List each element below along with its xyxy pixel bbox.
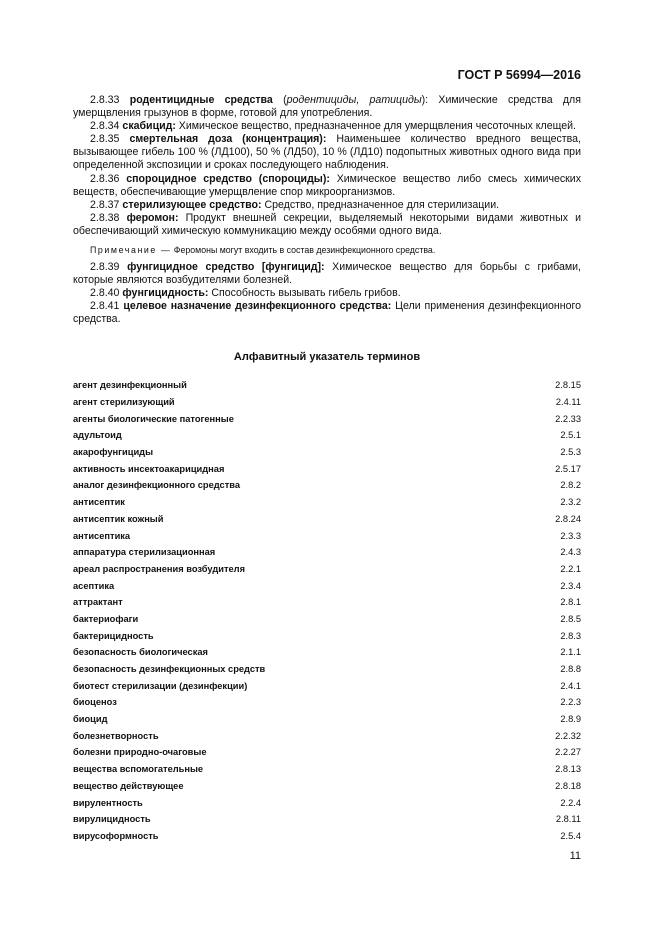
index-entry	[73, 811, 581, 828]
definition-term: фунгицидное средство [фунгицид]:	[127, 261, 325, 274]
definition-text: Химическое вещество для борьбы с грибами, которые являются возбудителями болезней.	[73, 261, 582, 287]
definition-number: 2.8.34	[90, 120, 120, 133]
index-term: биотест стерилизации (дезинфекции)	[73, 680, 248, 691]
note-text: Феромоны могут входить в состав дезинфекционного средства.	[171, 245, 436, 256]
definition-number: 2.8.37	[90, 198, 120, 211]
index-ref: 2.8.1	[560, 597, 581, 608]
index-term: вещество действующее	[73, 780, 184, 791]
index-ref: 2.8.2	[560, 480, 581, 491]
index-entry	[73, 594, 581, 611]
index-term: болезни природно-очаговые	[73, 747, 207, 758]
index-ref: 2.2.3	[560, 697, 581, 708]
index-ref: 2.4.3	[560, 547, 581, 558]
index-term: активность инсектоакарицидная	[73, 463, 225, 474]
definition-synonyms: родентициды, ратициды	[286, 94, 422, 106]
index-ref: 2.2.33	[555, 413, 581, 424]
index-entry	[73, 761, 581, 778]
index-ref: 2.2.4	[560, 797, 581, 808]
definition-paragraph	[73, 94, 581, 120]
index-ref: 2.3.3	[560, 530, 581, 541]
index-entry	[73, 778, 581, 795]
index-term: болезнетворность	[73, 730, 159, 741]
definition-paragraph	[73, 199, 581, 212]
definition-number: 2.8.39	[90, 261, 120, 274]
definition-number: 2.8.38	[90, 211, 120, 224]
index-term: вирулицидность	[73, 814, 151, 825]
index-entry	[73, 828, 581, 845]
index-entry	[73, 677, 581, 694]
definition-paragraph	[73, 173, 581, 199]
index-entry	[73, 711, 581, 728]
definition-number: 2.8.41	[90, 300, 120, 313]
index-ref: 2.3.4	[560, 580, 581, 591]
index-ref: 2.8.11	[555, 814, 581, 825]
index-term: безопасность дезинфекционных средств	[73, 664, 266, 675]
index-ref: 2.2.1	[560, 563, 581, 574]
definition-term: спороцидное средство (спороциды):	[126, 172, 330, 185]
index-term: биоцид	[73, 714, 108, 725]
definition-paragraph	[73, 261, 581, 287]
paren-close: ):	[421, 94, 429, 106]
index-term: антисептик	[73, 497, 125, 508]
definition-number: 2.8.36	[90, 172, 120, 185]
definition-number: 2.8.35	[90, 133, 120, 146]
definition-number: 2.8.33	[90, 94, 120, 106]
index-entry	[73, 694, 581, 711]
index-entry	[73, 410, 581, 427]
definition-paragraph	[73, 120, 581, 133]
index-ref: 2.2.32	[555, 730, 581, 741]
index-entry	[73, 460, 581, 477]
index-ref: 2.5.3	[560, 447, 581, 458]
index-entry	[73, 794, 581, 811]
definition-text: Химическое вещество, предназначенное для умерщвления чесоточных клещей.	[175, 120, 576, 133]
index-entry	[73, 561, 581, 578]
index-entry	[73, 744, 581, 761]
index-entry	[73, 577, 581, 594]
definition-paragraph	[73, 212, 581, 238]
index-term: бактерицидность	[73, 630, 154, 641]
index-entry	[73, 727, 581, 744]
paren-open: (	[272, 94, 287, 106]
definition-text: Химическое вещество либо смесь химических веществ, обеспечивающие умерщвление спор микроорганизмов.	[73, 172, 582, 198]
index-entry	[73, 544, 581, 561]
index-entry	[73, 427, 581, 444]
definition-term: скабицид:	[122, 120, 176, 133]
index-ref: 2.8.18	[555, 780, 581, 791]
definition-text: Способность вызывать гибель грибов.	[208, 287, 401, 300]
index-term: аналог дезинфекционного средства	[73, 480, 241, 491]
definition-term: целевое назначение дезинфекционного средства:	[123, 300, 392, 313]
page-number: 11	[569, 850, 581, 862]
index-ref: 2.1.1	[560, 647, 581, 658]
index-ref: 2.3.2	[560, 497, 581, 508]
index-ref: 2.8.5	[560, 613, 581, 624]
index-term: антисептик кожный	[73, 513, 164, 524]
definition-number: 2.8.40	[90, 287, 120, 300]
index-entry	[73, 527, 581, 544]
index-term: агенты биологические патогенные	[73, 413, 234, 424]
index-term: бактериофаги	[73, 613, 139, 624]
index-entry	[73, 627, 581, 644]
index-term: антисептика	[73, 530, 131, 541]
index-term: биоценоз	[73, 697, 117, 708]
index-entry	[73, 511, 581, 528]
index-ref: 2.8.15	[555, 380, 581, 391]
index-entry	[73, 377, 581, 394]
index-ref: 2.8.13	[555, 764, 581, 775]
definition-term: стерилизующее средство:	[122, 198, 262, 211]
index-entry	[73, 444, 581, 461]
definition-text: Цели применения дезинфекционного средства.	[73, 300, 581, 326]
index-term: вирусоформность	[73, 830, 159, 841]
index-term: асептика	[73, 580, 115, 591]
index-ref: 2.8.9	[560, 714, 581, 725]
note-label: Примечание —	[90, 245, 172, 256]
definition-paragraph	[73, 133, 581, 172]
note	[73, 244, 581, 256]
index-ref: 2.8.8	[560, 664, 581, 675]
index-term: агент стерилизующий	[73, 397, 175, 408]
index-entry	[73, 477, 581, 494]
index-ref: 2.5.1	[560, 430, 581, 441]
index-ref: 2.2.27	[555, 747, 581, 758]
definition-paragraph	[73, 287, 581, 300]
index-term: ареал распространения возбудителя	[73, 563, 246, 574]
index-term: акарофунгициды	[73, 447, 154, 458]
definition-text: Наименьшее количество вредного вещества, вызывающее гибель 100 % (ЛД100), 50 % (ЛД50), 10 % (ЛД10) подопытных животных одного вида при определенной экспозиции и сроках последующего наблюдения.	[73, 133, 581, 172]
index-entry	[73, 661, 581, 678]
definition-text: Химические средства для умерщвления грызунов в форме, готовой для употребления.	[73, 94, 581, 120]
index-entry	[73, 494, 581, 511]
definition-text: Продукт внешней секреции, выделяемый некоторыми видами животных и обеспечивающий химическую коммуникацию между особями одного вида.	[73, 211, 581, 237]
index-term: вещества вспомогательные	[73, 764, 204, 775]
index-title: Алфавитный указатель терминов	[233, 351, 421, 363]
standard-header: ГОСТ Р 56994—2016	[457, 68, 581, 82]
index-term: агент дезинфекционный	[73, 380, 187, 391]
index-term: аттрактант	[73, 597, 123, 608]
index-ref: 2.4.11	[555, 397, 581, 408]
index-ref: 2.8.24	[555, 513, 581, 524]
definition-term: фунгицидность:	[122, 287, 209, 300]
definition-paragraph	[73, 300, 581, 326]
definition-term: смертельная доза (концентрация):	[129, 133, 327, 146]
index-entry	[73, 644, 581, 661]
index-term: вирулентность	[73, 797, 143, 808]
definition-term: феромон:	[126, 211, 179, 224]
alphabetical-index	[73, 377, 581, 844]
index-ref: 2.5.4	[560, 830, 581, 841]
definitions-section	[73, 94, 581, 327]
definition-term: родентицидные средства	[129, 94, 273, 106]
index-term: аппаратура стерилизационная	[73, 547, 216, 558]
index-entry	[73, 611, 581, 628]
index-term: безопасность биологическая	[73, 647, 208, 658]
index-term: адультоид	[73, 430, 122, 441]
definition-text: Средство, предназначенное для стерилизации.	[261, 198, 500, 211]
index-ref: 2.8.3	[560, 630, 581, 641]
index-entry	[73, 394, 581, 411]
index-ref: 2.4.1	[560, 680, 581, 691]
index-ref: 2.5.17	[555, 463, 581, 474]
